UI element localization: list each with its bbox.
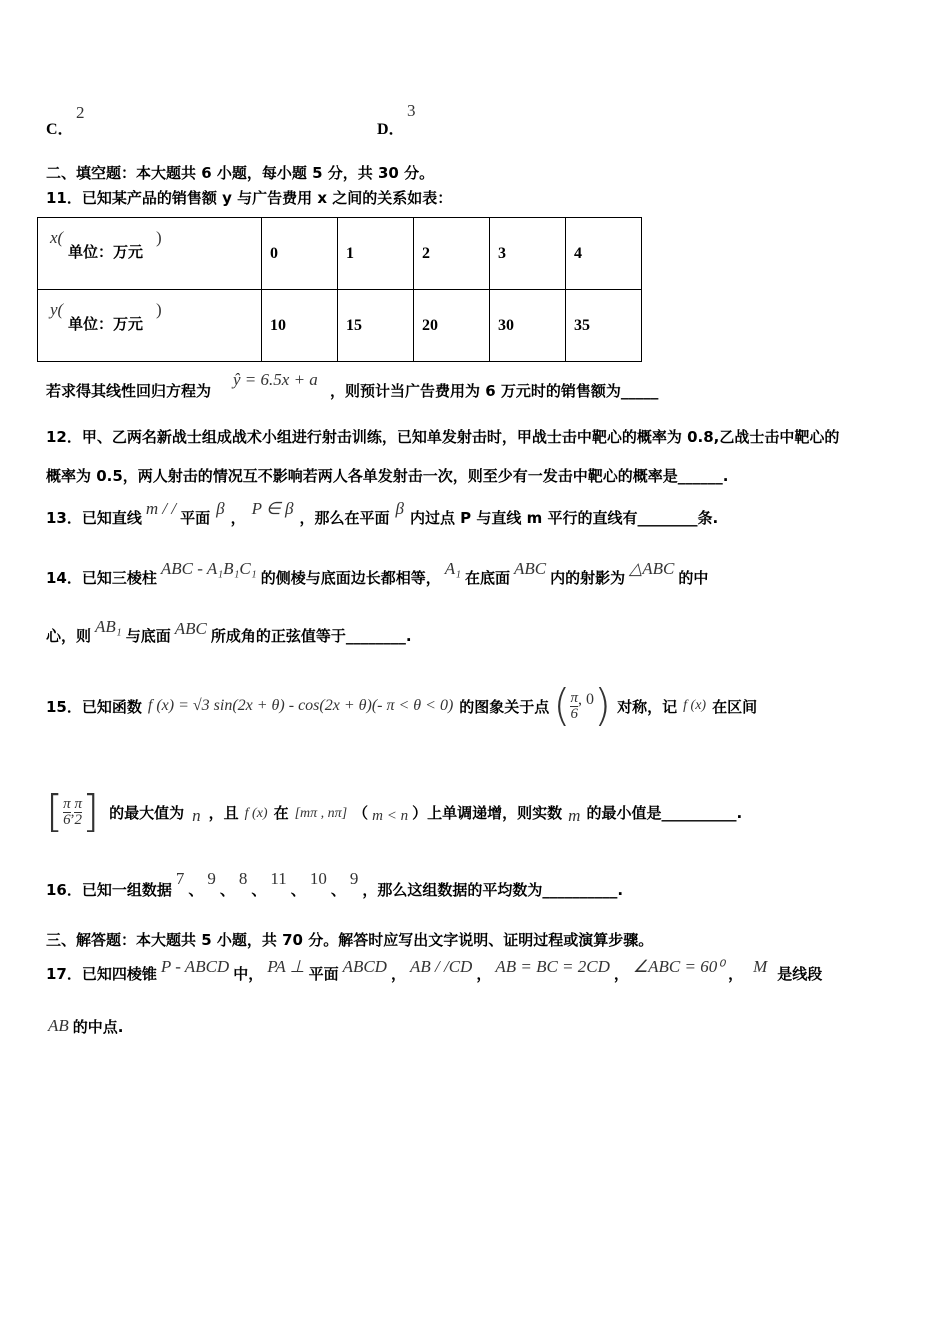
section-2-title: 二、填空题：本大题共 6 小题，每小题 5 分，共 30 分。: [46, 164, 435, 182]
table-cell: 0: [262, 218, 338, 290]
q15-math: f (x): [683, 698, 707, 713]
q17-math: ∠ABC = 60⁰: [632, 957, 725, 976]
table-cell: 4: [566, 218, 642, 290]
q14-math: ABC - A₁B₁C₁: [160, 559, 257, 578]
q15-line1: 15．已知函数 f (x) = √3 sin(2x + θ) - cos(2x + θ)(- π < θ < 0) 的图象关于点 ( $\frac{\pi}{6}$ , 0 ) 对称，记 f (x) 在区间: [46, 680, 758, 731]
q14-text: 的中: [678, 568, 709, 587]
section-3-title: 三、解答题：本大题共 5 小题，共 70 分。解答时应写出文字说明、证明过程或演算步骤。: [46, 931, 654, 949]
q15-math: m < n: [372, 807, 409, 824]
q15-text: 的最大值为: [109, 803, 185, 822]
q15-text: 在区间: [712, 697, 758, 716]
option-c-label: C．: [46, 121, 74, 138]
table-row-y: [38, 290, 642, 362]
table-row-x: [38, 218, 642, 290]
q13-math: β: [216, 499, 225, 518]
q13-text: 平面: [180, 508, 211, 527]
option-d-value: 3: [407, 101, 416, 120]
q17-text: 中，: [233, 964, 264, 983]
q11-data-table: [37, 217, 642, 362]
q11-text-before: 若求得其线性回归方程为: [46, 382, 212, 400]
q17-text: 是线段: [777, 964, 823, 983]
q15-math: n: [192, 806, 201, 825]
q14-line2: [46, 618, 412, 652]
q15-interval-end: $\frac{\pi}{2}$: [74, 795, 82, 828]
q15-math: m: [568, 806, 581, 825]
q11-intro: 11．已知某产品的销售额 y 与广告费用 x 之间的关系如表：: [46, 189, 453, 207]
q11-regression-formula: ŷ = 6.5x + a: [233, 370, 318, 389]
q13-line: [46, 500, 718, 534]
table-cell: 2: [414, 218, 490, 290]
q15-text: 在: [273, 803, 289, 822]
q17-math: AB: [48, 1016, 69, 1035]
q17-math: AB = BC = 2CD: [495, 957, 610, 976]
q17-math: P - ABCD: [160, 957, 230, 976]
q14-math: ABC: [514, 559, 547, 578]
q14-math: A₁: [444, 559, 461, 578]
q16-number: 8: [238, 869, 248, 888]
q17-text: 平面: [308, 964, 339, 983]
q15-interval-start: $\frac{\pi}{6}$: [63, 795, 71, 828]
q15-text: 对称，记: [617, 697, 678, 716]
q15-text: 的图象关于点: [459, 697, 550, 716]
q13-text: ，: [230, 508, 246, 527]
q14-math: △ABC: [629, 559, 675, 578]
q17-math: AB / /CD: [409, 957, 473, 976]
q16-number: 11: [270, 869, 287, 888]
table-cell: 1: [338, 218, 414, 290]
q14-text: 的侧棱与底面边长都相等，: [260, 568, 441, 587]
q15-text: （: [353, 803, 369, 822]
table-x-var: x(: [50, 228, 64, 247]
q14-text: 与底面: [125, 626, 171, 645]
table-cell: 10: [262, 290, 338, 362]
q17-math: M: [753, 957, 768, 976]
q15-math: f (x): [244, 806, 268, 821]
q13-text: 13．已知直线: [46, 508, 142, 527]
table-cell: 15: [338, 290, 414, 362]
table-y-unit: 单位：万元: [68, 315, 144, 333]
q17-text: 的中点.: [72, 1017, 124, 1036]
table-y-close: ): [156, 300, 162, 319]
q14-text: 14．已知三棱柱: [46, 568, 157, 587]
q13-math: P ∈ β: [251, 499, 294, 518]
q15-math: [mπ , nπ]: [294, 806, 348, 821]
q14-math: AB₁: [95, 617, 122, 636]
q14-text: 心，则: [46, 626, 92, 645]
table-cell: 20: [414, 290, 490, 362]
table-cell: 3: [490, 218, 566, 290]
table-cell: 30: [490, 290, 566, 362]
q13-text: ，那么在平面: [299, 508, 390, 527]
q12-line2: 概率为 0.5，两人射击的情况互不影响若两人各单发射击一次，则至少有一发击中靶心的概率是______.: [46, 467, 729, 485]
q14-text: 所成角的正弦值等于________.: [210, 626, 412, 645]
q14-text: 在底面: [465, 568, 511, 587]
q15-line2: [ $\frac{\pi}{6}$ , $\frac{\pi}{2}$ ] 的最大值为 n ，且 f (x) 在 [mπ , nπ] （ m < n ）上单调递增，则实数 m 的最小值是__________.: [46, 786, 743, 837]
q14-text: 内的射影为: [550, 568, 626, 587]
option-c-value: 2: [76, 103, 85, 122]
q14-math: ABC: [174, 619, 207, 638]
q17-math: PA ⊥: [267, 957, 305, 976]
q12-line1: 12．甲、乙两名新战士组成战术小组进行射击训练，已知单发射击时，甲战士击中靶心的概率为 0.8,乙战士击中靶心的: [46, 428, 840, 446]
q17-line2: [46, 1012, 123, 1040]
q16-number: 10: [309, 869, 327, 888]
q15-text: ）上单调递增，则实数: [412, 803, 563, 822]
table-cell: 35: [566, 290, 642, 362]
option-d-label: D．: [377, 121, 405, 138]
q17-text: 17．已知四棱锥: [46, 964, 157, 983]
q15-text: 15．已知函数: [46, 697, 142, 716]
q17-math: ABCD: [342, 957, 387, 976]
q15-text: 的最小值是__________.: [586, 803, 743, 822]
q15-function: f (x) = √3 sin(2x + θ) - cos(2x + θ)(- π < θ < 0): [147, 697, 454, 714]
q13-math: m / /: [145, 499, 177, 518]
q16-number: 7: [175, 869, 185, 888]
table-x-unit: 单位：万元: [68, 243, 144, 261]
table-y-var: y(: [50, 300, 64, 319]
q17-line1: 17．已知四棱锥 P - ABCD 中， PA ⊥ 平面 ABCD ， AB / /CD ， AB = BC = 2CD ， ∠ABC = 60⁰ ， M 是线段: [46, 957, 823, 983]
q11-text-after: ，则预计当广告费用为 6 万元时的销售额为_____: [330, 382, 659, 400]
table-header-y: [38, 290, 262, 362]
table-x-close: ): [156, 228, 162, 247]
q16-line: 16．已知一组数据 7 、 9 、 8 、 11 、 10 、 9 ，那么这组数据的平均数为__________.: [46, 869, 624, 899]
q13-math: β: [395, 499, 404, 518]
q16-number: 9: [207, 869, 216, 888]
q15-point-fraction: $\frac{\pi}{6}$: [570, 689, 578, 722]
q15-text: ，且: [208, 803, 239, 822]
q13-text: 内过点 P 与直线 m 平行的直线有________条.: [409, 508, 719, 527]
q16-text: ，那么这组数据的平均数为__________.: [362, 880, 624, 899]
q14-line1: [46, 560, 708, 594]
q16-text: 16．已知一组数据: [46, 880, 172, 899]
q16-number: 9: [349, 869, 359, 888]
table-header-x: [38, 218, 262, 290]
